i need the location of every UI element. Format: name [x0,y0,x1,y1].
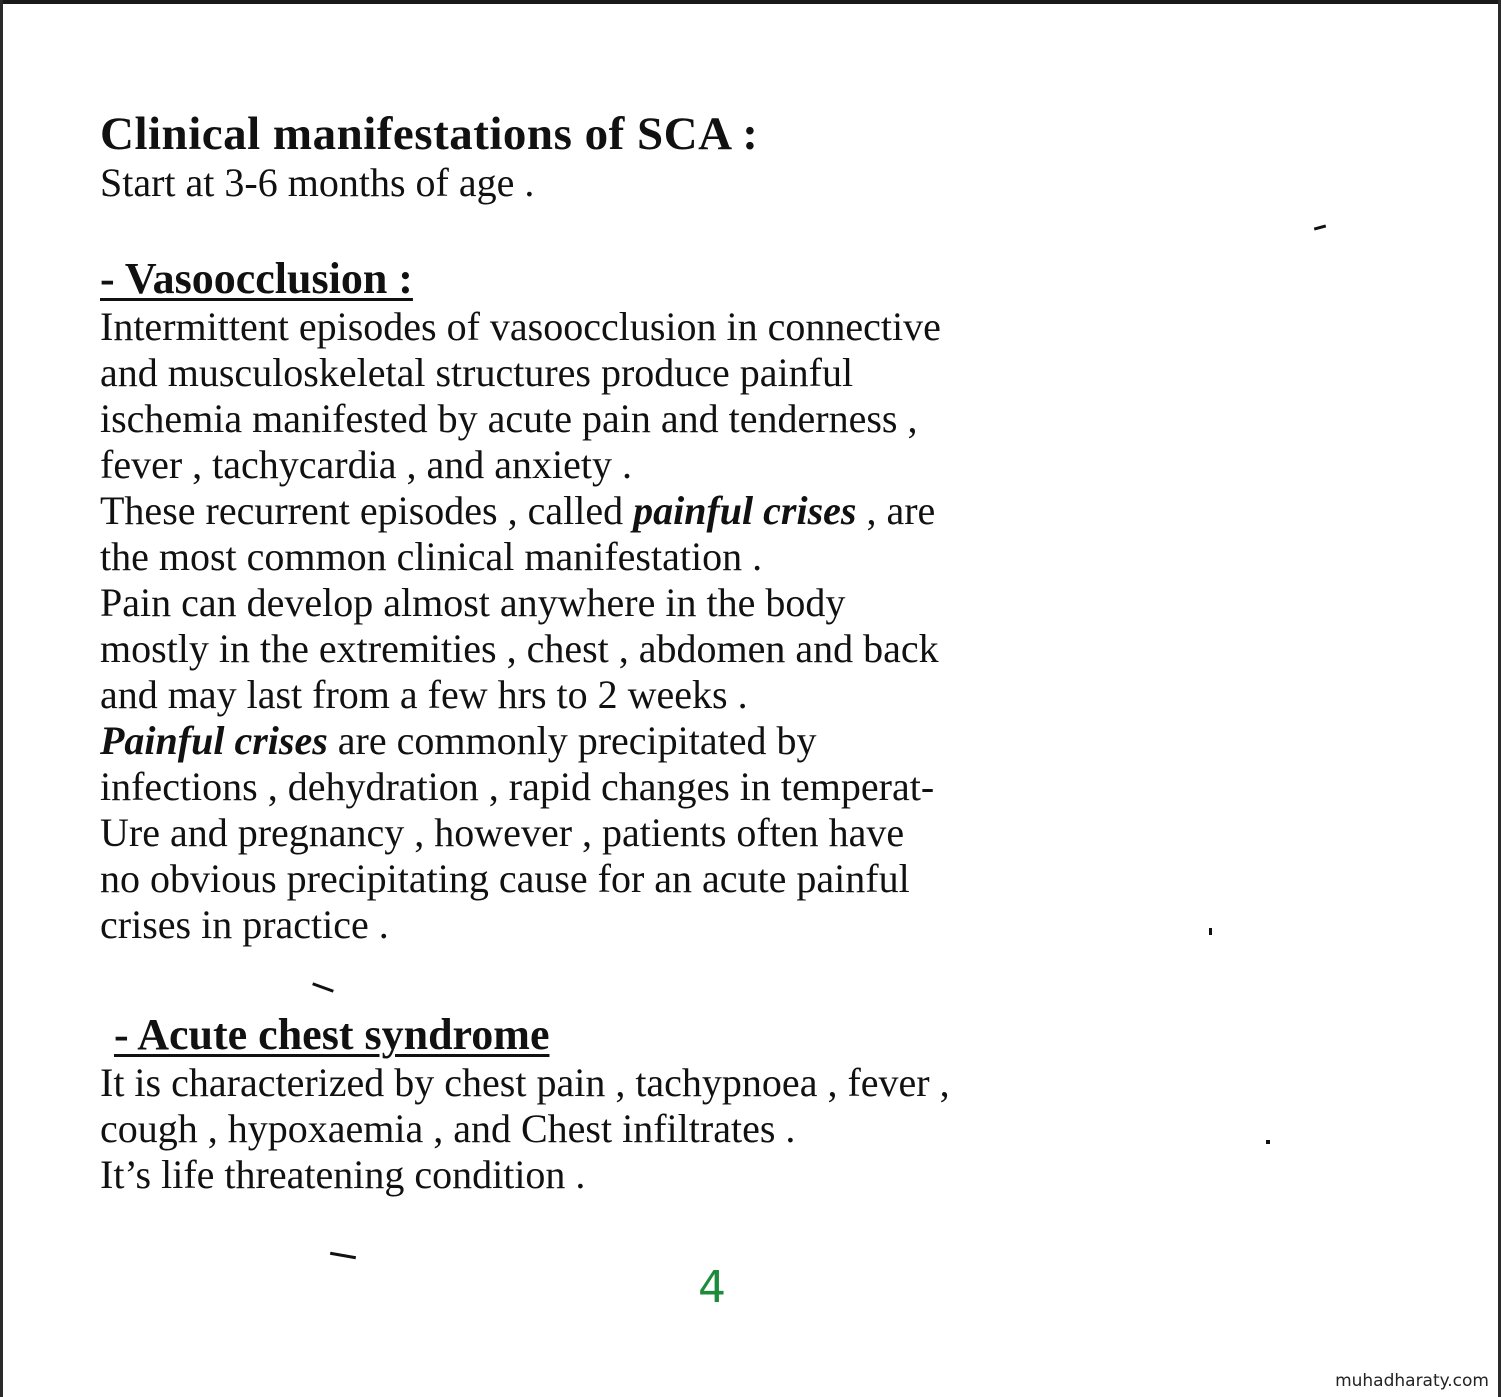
precip-after: are commonly precipitated by [327,718,817,763]
vaso-line-7: Pain can develop almost anywhere in the body [100,580,846,625]
watermark: muhadharaty.com [1335,1371,1489,1391]
document-body [100,108,1400,1198]
vaso-line-12: Ure and pregnancy , however , patients often have [100,810,905,855]
scan-speck [1209,928,1212,935]
vaso-line-5 [100,488,1400,534]
scan-speck [1266,1140,1270,1144]
page-number: 4 [698,1262,726,1313]
acs-line-2: cough , hypoxaemia , and Chest infiltrates . [100,1106,796,1151]
acs-line-1: It is characterized by chest pain , tachypnoea , fever , [100,1060,950,1105]
intro-line: Start at 3-6 months of age . [100,160,535,205]
page-title: Clinical manifestations of SCA : [100,108,759,160]
acs-line-3: It’s life threatening condition . [100,1152,586,1197]
crises-after: , are [856,488,936,533]
crises-emphasis: painful crises [633,488,857,533]
vaso-line-2: and musculoskeletal structures produce painful [100,350,854,395]
page-edge-left [0,0,3,1397]
vaso-line-9: and may last from a few hrs to 2 weeks . [100,672,748,717]
section-heading-acute-chest: - Acute chest syndrome [114,1010,550,1059]
section-heading-vasoocclusion: - Vasoocclusion : [100,254,413,303]
vaso-line-10 [100,718,1400,764]
scan-speck [330,1252,356,1259]
page-edge-top [0,0,1501,4]
vaso-line-14: crises in practice . [100,902,389,947]
vaso-line-13: no obvious precipitating cause for an acute painful [100,856,910,901]
crises-before: These recurrent episodes , called [100,488,634,533]
precip-emphasis: Painful crises [100,718,328,763]
vaso-line-4: fever , tachycardia , and anxiety . [100,442,632,487]
vaso-line-1: Intermittent episodes of vasoocclusion in connective [100,304,941,349]
vaso-line-3: ischemia manifested by acute pain and tenderness , [100,396,918,441]
vaso-line-8: mostly in the extremities , chest , abdomen and back [100,626,939,671]
vaso-line-11: infections , dehydration , rapid changes in temperat- [100,764,935,809]
vaso-line-6: the most common clinical manifestation . [100,534,763,579]
